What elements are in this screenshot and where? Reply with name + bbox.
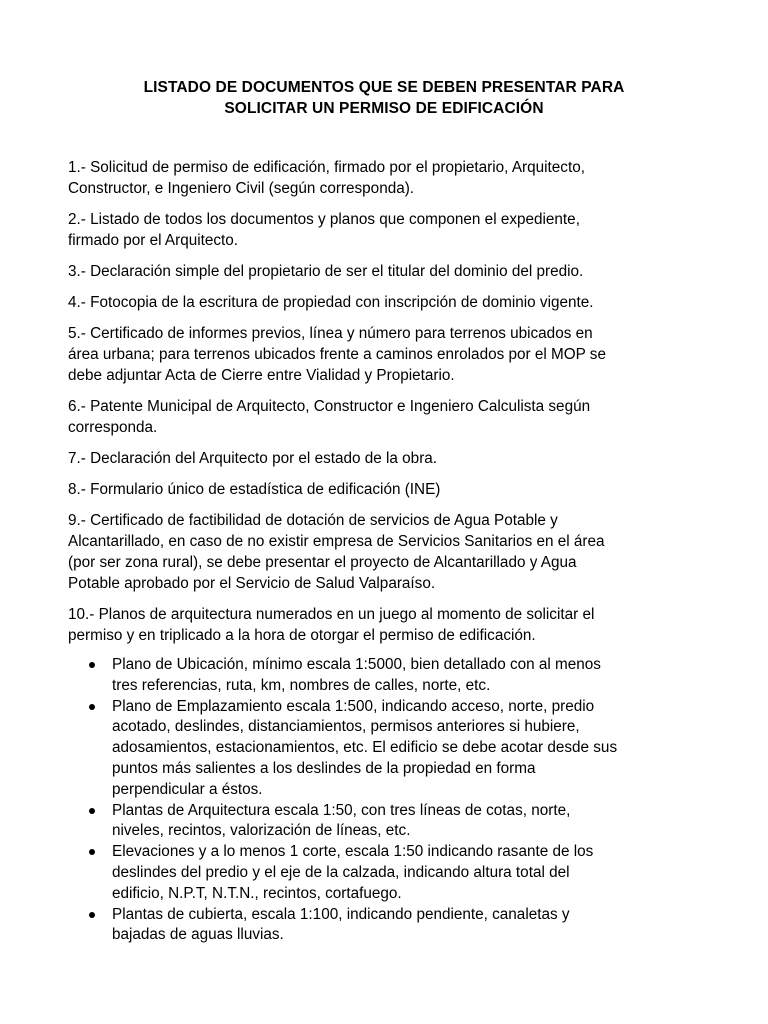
document-title-line: LISTADO DE DOCUMENTOS QUE SE DEBEN PRESENTAR PARA: [143, 79, 625, 96]
numbered-item: [68, 262, 708, 283]
bullet-item-line: adosamientos, estacionamientos, etc. El edificio se debe acotar desde sus: [112, 739, 618, 757]
bullet-item-line: Plantas de Arquitectura escala 1:50, con tres líneas de cotas, norte,: [112, 801, 571, 819]
bullet-item-line: Plantas de cubierta, escala 1:100, indicando pendiente, canaletas y: [112, 905, 570, 923]
numbered-item-line: Alcantarillado, en caso de no existir empresa de Servicios Sanitarios en el área: [68, 533, 605, 551]
numbered-item-line: 2.- Listado de todos los documentos y planos que componen el expediente,: [68, 210, 580, 228]
numbered-item-list: [68, 158, 708, 657]
bullet-item: [68, 905, 708, 947]
numbered-item-line: permiso y en triplicado a la hora de otorgar el permiso de edificación.: [68, 626, 536, 644]
bullet-item-line: acotado, deslindes, distanciamientos, permisos anteriores si hubiere,: [112, 718, 580, 736]
bullet-item-line: tres referencias, ruta, km, nombres de calles, norte, etc.: [112, 676, 491, 694]
bullet-item: [68, 842, 708, 904]
numbered-item: [68, 605, 708, 647]
numbered-item-line: corresponda.: [68, 418, 158, 436]
bullet-item-line: Plano de Ubicación, mínimo escala 1:5000, bien detallado con al menos: [112, 656, 601, 673]
bullet-dot-icon: [89, 912, 95, 918]
bullet-dot-icon: [89, 849, 95, 855]
bullet-dot-icon: [89, 704, 95, 710]
bullet-item-line: niveles, recintos, valorización de líneas, etc.: [112, 822, 411, 840]
document-title: [0, 77, 768, 119]
bullet-item: [68, 801, 708, 843]
numbered-item-line: (por ser zona rural), se debe presentar el proyecto de Alcantarillado y Agua: [68, 554, 577, 572]
numbered-item: [68, 511, 708, 594]
numbered-item: [68, 158, 708, 200]
bullet-dot-icon: [89, 662, 95, 668]
numbered-item-line: 9.- Certificado de factibilidad de dotación de servicios de Agua Potable y: [68, 512, 558, 530]
bullet-item: [68, 655, 708, 697]
bullet-dot-icon: [89, 808, 95, 814]
numbered-item: [68, 480, 708, 501]
bullet-item-line: perpendicular a éstos.: [112, 780, 263, 798]
numbered-item-line: 3.- Declaración simple del propietario de ser el titular del dominio del predio.: [68, 262, 584, 280]
bullet-list: [68, 655, 708, 946]
numbered-item: [68, 397, 708, 439]
numbered-item-line: debe adjuntar Acta de Cierre entre Vialidad y Propietario.: [68, 366, 455, 384]
numbered-item-line: Constructor, e Ingeniero Civil (según corresponda).: [68, 179, 415, 197]
bullet-item-line: puntos más salientes a los deslindes de la propiedad en forma: [112, 759, 536, 777]
numbered-item-line: 10.- Planos de arquitectura numerados en un juego al momento de solicitar el: [68, 606, 595, 624]
numbered-item: [68, 293, 708, 314]
bullet-item: [68, 697, 708, 801]
numbered-item-line: 5.- Certificado de informes previos, línea y número para terrenos ubicados en: [68, 325, 593, 343]
numbered-item: [68, 324, 708, 386]
bullet-item-line: edificio, N.P.T, N.T.N., recintos, cortafuego.: [112, 884, 402, 902]
numbered-item-line: firmado por el Arquitecto.: [68, 231, 239, 249]
numbered-item-line: 1.- Solicitud de permiso de edificación, firmado por el propietario, Arquitecto,: [68, 159, 585, 176]
numbered-item-line: Potable aprobado por el Servicio de Salud Valparaíso.: [68, 574, 436, 592]
numbered-item: [68, 210, 708, 252]
bullet-item-line: deslindes del predio y el eje de la calzada, indicando altura total del: [112, 863, 570, 881]
numbered-item: [68, 449, 708, 470]
bullet-item-line: Elevaciones y a lo menos 1 corte, escala 1:50 indicando rasante de los: [112, 843, 594, 861]
numbered-item-line: 7.- Declaración del Arquitecto por el estado de la obra.: [68, 450, 438, 468]
numbered-item-line: área urbana; para terrenos ubicados frente a caminos enrolados por el MOP se: [68, 346, 606, 364]
document-title-line: SOLICITAR UN PERMISO DE EDIFICACIÓN: [224, 100, 544, 117]
bullet-item-line: Plano de Emplazamiento escala 1:500, indicando acceso, norte, predio: [112, 697, 595, 715]
bullet-item-line: bajadas de aguas lluvias.: [112, 926, 284, 944]
numbered-item-line: 6.- Patente Municipal de Arquitecto, Constructor e Ingeniero Calculista según: [68, 398, 591, 416]
numbered-item-line: 4.- Fotocopia de la escritura de propiedad con inscripción de dominio vigente.: [68, 294, 594, 312]
numbered-item-line: 8.- Formulario único de estadística de edificación (INE): [68, 481, 441, 499]
